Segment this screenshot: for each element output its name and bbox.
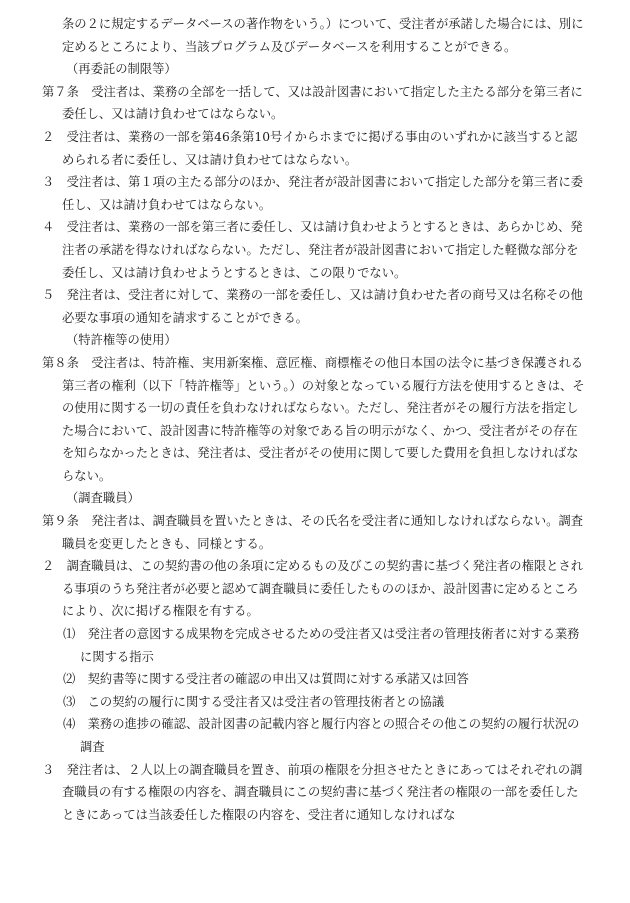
list-item: ⑷ 業務の進捗の確認、設計図書の記載内容と履行内容との照合その他この契約の履行状況の調査 (63, 717, 580, 754)
numbered-paragraph: ２ 調査職員は、この契約書の他の条項に定めるもの及びこの契約書に基づく発注者の権限とされる事項のうち発注者が必要と認めて調査職員に委任したもののほか、設計図書に定めるところにより、次に掲げる権限を有する。 (42, 559, 584, 619)
article-caption: （調査職員） (66, 491, 140, 506)
article-caption: （再委託の制限等） (66, 62, 177, 77)
article-heading: 第８条 受注者は、特許権、実用新案権、意匠権、商標権その他日本国の法令に基づき保護される第三者の権利（以下「特許権等」という。）の対象となっている履行方法を使用するときは、その使用に関する一切の責任を負わなければならない。ただし、発注者がその履行方法を指定した場合において、設計図書に特許権等の対象である旨の明示がなく、かつ、受注者がその存在を知らなかったときは、発注者は、受注者がその使用に関して要した費用を負担しなければならない。 (42, 355, 585, 483)
article-heading: 第９条 発注者は、調査職員を置いたときは、その氏名を受注者に通知しなければならない。調査職員を変更したときも、同様とする。 (42, 514, 584, 551)
numbered-paragraph: ２ 受注者は、業務の一部を第46条第10号イからホまでに掲げる事由のいずれかに該当すると認められる者に委任し、又は請け負わせてはならない。 (42, 129, 578, 167)
list-item: ⑵ 契約書等に関する受注者の確認の申出又は質問に対する承諾又は回答 (63, 672, 469, 687)
numbered-paragraph: ５ 発注者は、受注者に対して、業務の一部を委任し、又は請け負わせた者の商号又は名称その他必要な事項の通知を請求することができる。 (42, 288, 583, 325)
list-item: ⑶ この契約の履行に関する受注者又は受注者の管理技術者との協議 (63, 694, 445, 709)
numbered-paragraph: ３ 受注者は、第１項の主たる部分のほか、発注者が設計図書において指定した部分を第三者に委任し、又は請け負わせてはならない。 (42, 175, 584, 212)
numbered-paragraph: ４ 受注者は、業務の一部を第三者に委任し、又は請け負わせようとするときは、あらかじめ、発注者の承諾を得なければならない。ただし、発注者が設計図書において指定した軽微な部分を委任し、又は請け負わせようとするときは、この限りでない。 (42, 220, 583, 280)
continued-text: 条の２に規定するデータベースの著作物をいう。）について、受注者が承諾した場合には、別に定めるところにより、当該プログラム及びデータベースを利用することができる。 (62, 17, 584, 54)
list-item: ⑴ 発注者の意図する成果物を完成させるための受注者又は受注者の管理技術者に対する業務に関する指示 (63, 627, 580, 664)
numbered-paragraph: ３ 発注者は、２人以上の調査職員を置き、前項の権限を分担させたときにあってはそれぞれの調査職員の有する権限の内容を、調査職員にこの契約書に基づく発注者の権限の一部を委任したときにあっては当該委任した権限の内容を、受注者に通知しなければな (42, 762, 583, 822)
article-caption: （特許権等の使用） (66, 333, 177, 348)
article-heading: 第７条 受注者は、業務の全部を一括して、又は設計図書において指定した主たる部分を第三者に委任し、又は請け負わせてはならない。 (42, 84, 583, 122)
